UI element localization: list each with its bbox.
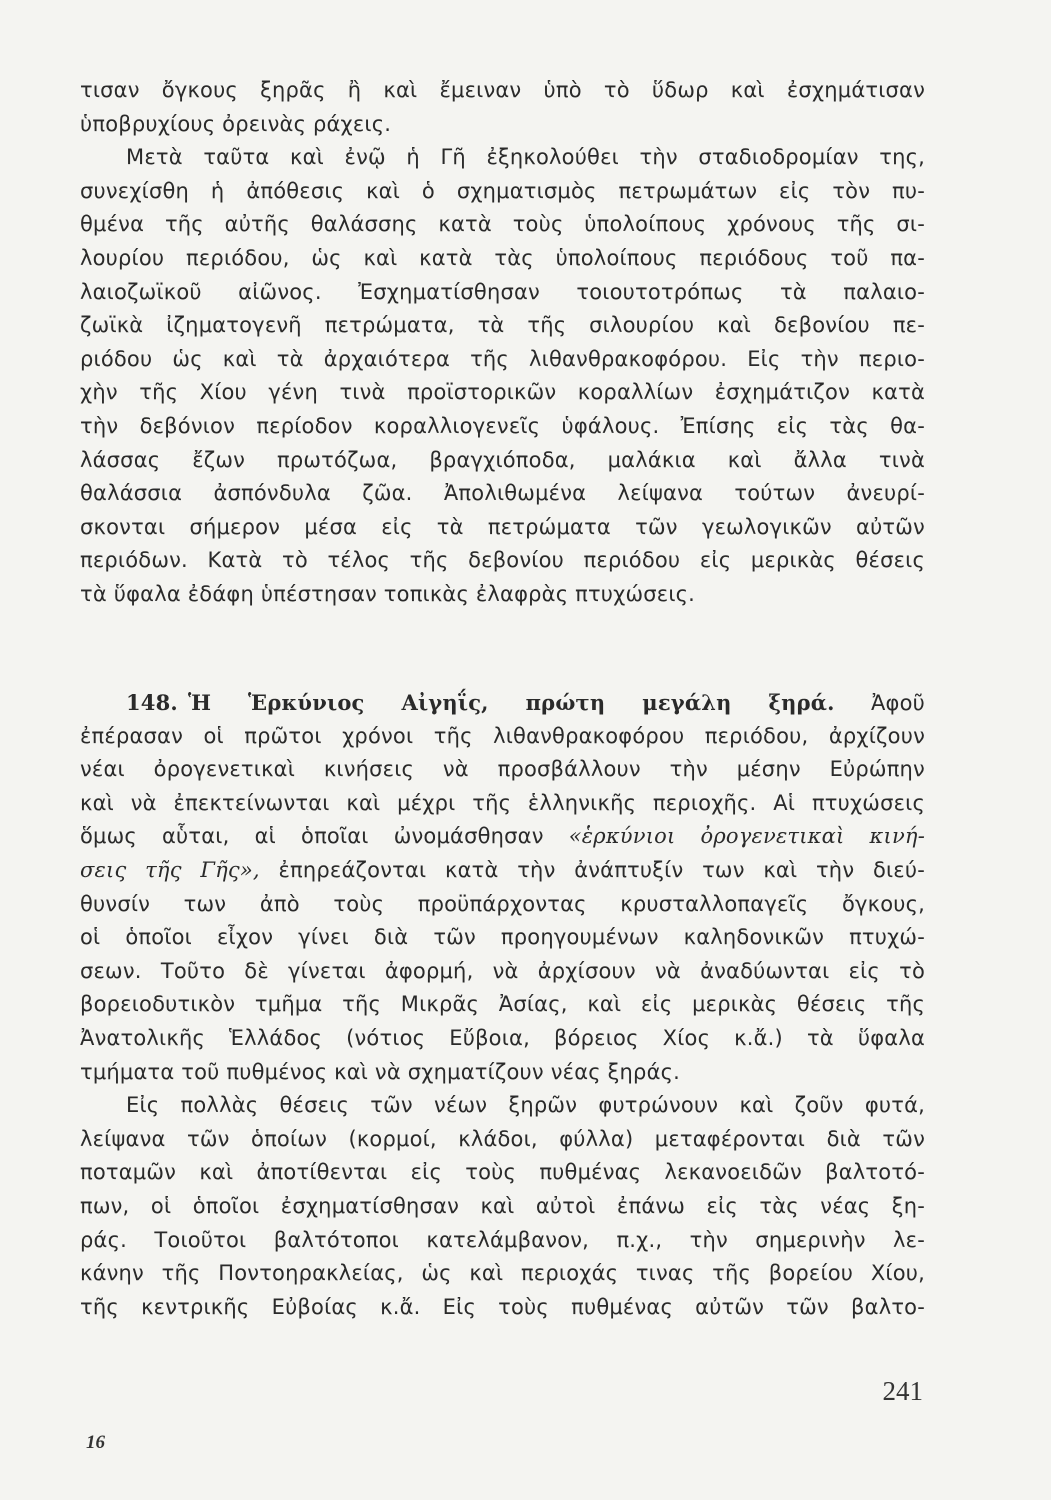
section-heading-line <box>80 686 925 720</box>
text-line: ράς. Τοιοῦτοι βαλτότοποι κατελάμβανον, π.χ., τὴν σημερινὴν λε- <box>80 1227 925 1252</box>
section-148 <box>80 686 925 1324</box>
section-title: Ἡ Ἑρκύνιος Αἰγηΐς, πρώτη μεγάλη ξηρά. <box>187 690 835 715</box>
text-line: σεων. Τοῦτο δὲ γίνεται ἀφορμή, νὰ ἀρχίσουν νὰ ἀναδύωνται εἰς τὸ <box>80 958 925 983</box>
text-line: τὴν δεβόνιον περίοδον κοραλλιογενεῖς ὑφάλους. Ἐπίσης εἰς τὰς θα- <box>80 413 925 438</box>
text-line: λείψανα τῶν ὁποίων (κορμοί, κλάδοι, φύλλα) μεταφέρονται διὰ τῶν <box>80 1126 925 1151</box>
text-line: Ἀνατολικῆς Ἑλλάδος (νότιος Εὔβοια, βόρειος Χίος κ.ἄ.) τὰ ὕφαλα <box>80 1025 925 1050</box>
text-line: καὶ νὰ ἐπεκτείνωνται καὶ μέχρι τῆς ἑλληνικῆς περιοχῆς. Αἱ πτυχώσεις <box>80 790 925 815</box>
text-line: λουρίου περιόδου, ὡς καὶ κατὰ τὰς ὑπολοίπους περιόδους τοῦ πα- <box>80 245 925 270</box>
text-line: τὰ ὕφαλα ἐδάφη ὑπέστησαν τοπικὰς ἐλαφρὰς πτυχώσεις. <box>80 581 696 606</box>
text-line: σκονται σήμερον μέσα εἰς τὰ πετρώματα τῶν γεωλογικῶν αὐτῶν <box>80 514 925 539</box>
text-line: θαλάσσια ἀσπόνδυλα ζῶα. Ἀπολιθωμένα λείψανα τούτων ἀνευρί- <box>80 481 925 506</box>
section-number: 148. <box>126 690 178 715</box>
text-line: τῆς κεντρικῆς Εὐβοίας κ.ἄ. Εἰς τοὺς πυθμένας αὐτῶν τῶν βαλτο- <box>80 1294 925 1319</box>
text-line: λαιοζωϊκοῦ αἰῶνος. Ἐσχηματίσθησαν τοιουτοτρόπως τὰ παλαιο- <box>80 279 925 304</box>
text-line: θυνσίν των ἀπὸ τοὺς προϋπάρχοντας κρυσταλλοπαγεῖς ὄγκους, <box>80 891 925 916</box>
italic-term: σεις τῆς Γῆς», <box>80 857 260 882</box>
text-line: κάνην τῆς Ποντοηρακλείας, ὡς καὶ περιοχάς τινας τῆς βορείου Χίου, <box>80 1261 925 1286</box>
text-line: οἱ ὁποῖοι εἶχον γίνει διὰ τῶν προηγουμένων καληδονικῶν πτυχώ- <box>80 925 925 950</box>
italic-term: «ἑρκύνιοι ὀρογενετικαὶ κινή- <box>568 824 925 849</box>
text-line: ὑποβρυχίους ὀρεινὰς ράχεις. <box>80 111 392 136</box>
text-block <box>80 74 925 612</box>
text-line: συνεχίσθη ἡ ἀπόθεσις καὶ ὁ σχηματισμὸς πετρωμάτων εἰς τὸν πυ- <box>80 178 925 203</box>
text-line: τμήματα τοῦ πυθμένος καὶ νὰ σχηματίζουν νέας ξηράς. <box>80 1059 681 1084</box>
text-line: ζωϊκὰ ἰζηματογενῆ πετρώματα, τὰ τῆς σιλουρίου καὶ δεβονίου πε- <box>80 313 925 338</box>
page-number: 241 <box>882 1376 923 1406</box>
text-line: τισαν ὄγκους ξηρᾶς ἢ καὶ ἔμειναν ὑπὸ τὸ ὕδωρ καὶ ἐσχημάτισαν <box>80 78 925 102</box>
text-line <box>80 854 925 888</box>
signature-mark: 16 <box>86 1432 105 1453</box>
text-line: περιόδων. Κατὰ τὸ τέλος τῆς δεβονίου περιόδου εἰς μερικὰς θέσεις <box>80 548 925 573</box>
text-line: θμένα τῆς αὐτῆς θαλάσσης κατὰ τοὺς ὑπολοίπους χρόνους τῆς σι- <box>80 212 925 237</box>
text-line: Εἰς πολλὰς θέσεις τῶν νέων ξηρῶν φυτρώνουν καὶ ζοῦν φυτά, <box>126 1093 925 1118</box>
text-line: Μετὰ ταῦτα καὶ ἐνῷ ἡ Γῆ ἐξηκολούθει τὴν σταδιοδρομίαν της, <box>126 145 925 170</box>
text-line: νέαι ὀρογενετικαὶ κινήσεις νὰ προσβάλλουν τὴν μέσην Εὐρώπην <box>80 757 925 782</box>
text-line: ποταμῶν καὶ ἀποτίθενται εἰς τοὺς πυθμένας λεκανοειδῶν βαλτοτό- <box>80 1160 925 1185</box>
text-line: χὴν τῆς Χίου γένη τινὰ προϊστορικῶν κοραλλίων ἐσχημάτιζον κατὰ <box>80 380 925 405</box>
text-line: πων, οἱ ὁποῖοι ἐσχηματίσθησαν καὶ αὐτοὶ ἐπάνω εἰς τὰς νέας ξη- <box>80 1193 925 1218</box>
text-line <box>80 820 925 854</box>
text-run: ἐπηρεάζονται κατὰ τὴν ἀνάπτυξίν των καὶ τὴν διεύ- <box>278 857 925 882</box>
text-line: βορειοδυτικὸν τμῆμα τῆς Μικρᾶς Ἀσίας, καὶ εἰς μερικὰς θέσεις τῆς <box>80 992 925 1017</box>
text-line: ἐπέρασαν οἱ πρῶτοι χρόνοι τῆς λιθανθρακοφόρου περιόδου, ἀρχίζουν <box>80 723 925 748</box>
text-line: ριόδου ὡς καὶ τὰ ἀρχαιότερα τῆς λιθανθρακοφόρου. Εἰς τὴν περιο- <box>80 346 925 371</box>
text-line: λάσσας ἔζων πρωτόζωα, βραγχιόποδα, μαλάκια καὶ ἄλλα τινὰ <box>80 447 925 472</box>
text-run: Ἀφοῦ <box>870 691 925 715</box>
text-run: ὅμως αὗται, αἱ ὁποῖαι ὠνομάσθησαν <box>80 824 544 849</box>
